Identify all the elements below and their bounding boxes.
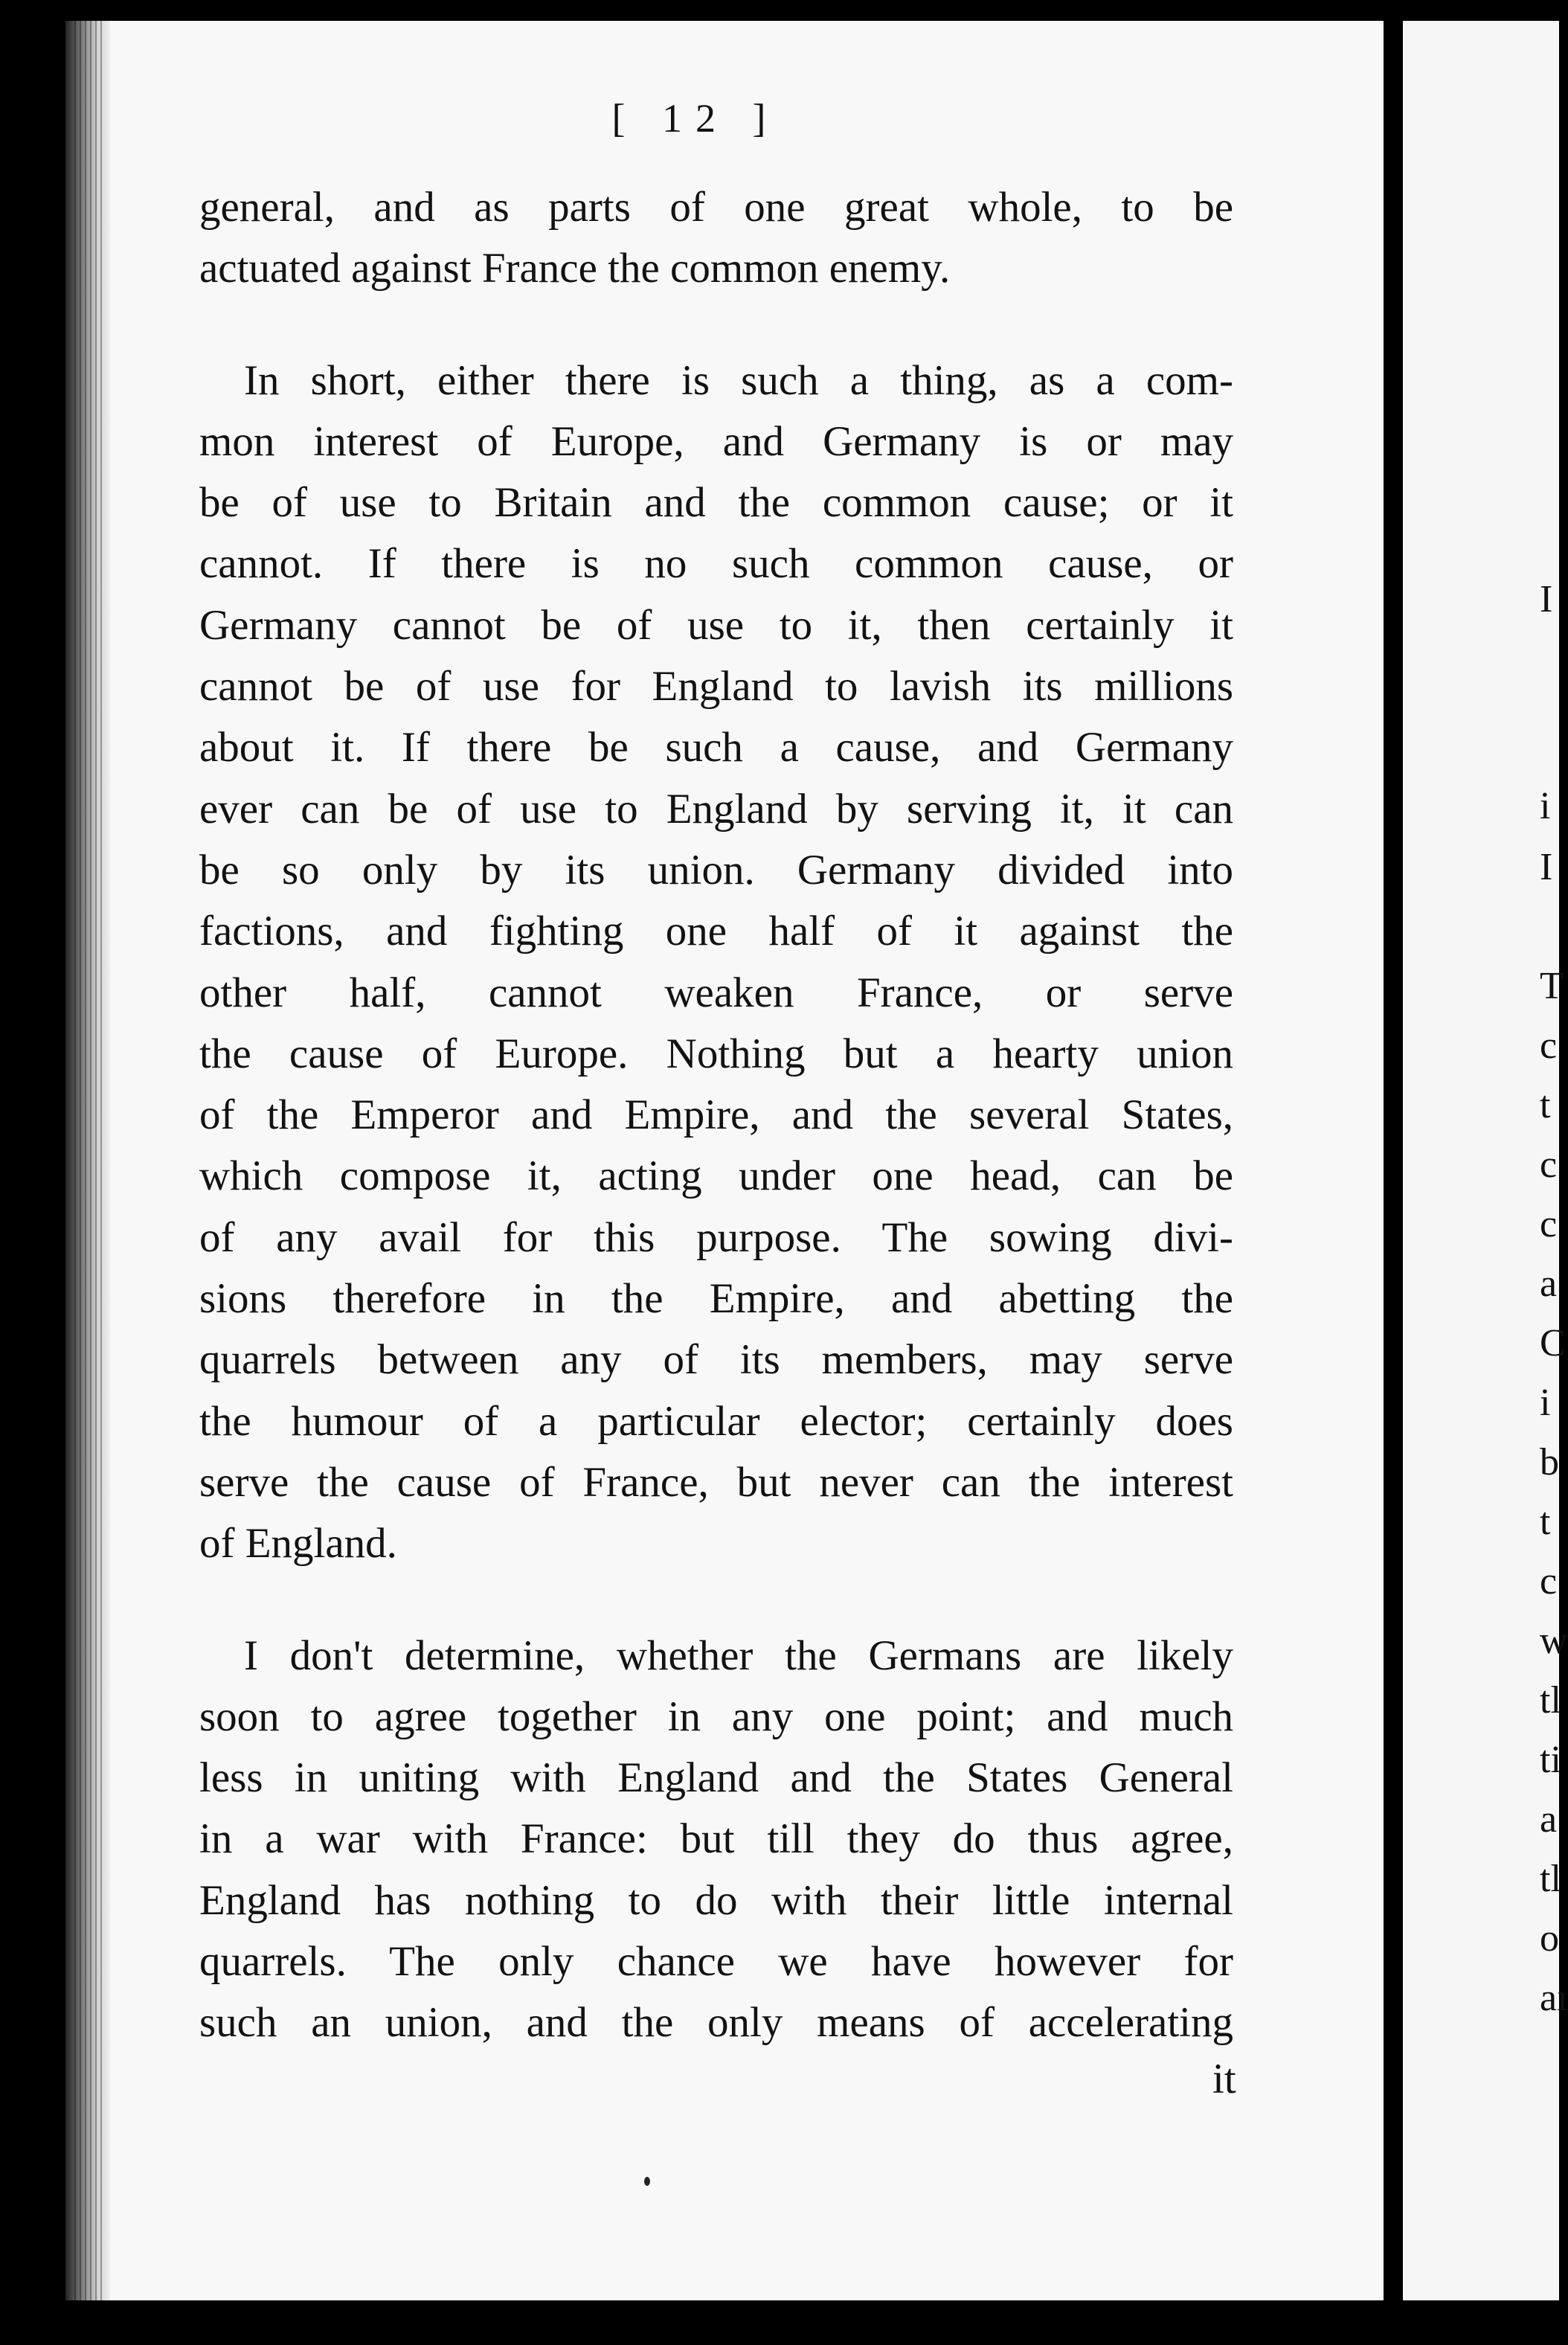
paragraph-gap	[199, 300, 1233, 350]
right-page-letter: i	[1540, 1382, 1551, 1424]
paragraph-1	[199, 177, 1233, 300]
right-page-letter: t	[1540, 1501, 1551, 1543]
text-line: of the Emperor and Empire, and the several States,	[199, 1091, 1233, 1139]
catchword: it	[1212, 2056, 1236, 2102]
right-page-letter: b	[1540, 1441, 1559, 1483]
right-page-letter: c	[1540, 1203, 1558, 1245]
page-number-header: [ 12 ]	[611, 96, 780, 141]
text-line: sions therefore in the Empire, and abetting the	[199, 1275, 1233, 1323]
text-line: of any avail for this purpose. The sowing divi-	[199, 1213, 1233, 1261]
right-page-letter: tl	[1540, 1858, 1561, 1900]
text-line: quarrels. The only chance we have however for	[199, 1938, 1233, 1986]
text-line: serve the cause of France, but never can the interest	[199, 1458, 1233, 1506]
text-line: about it. If there be such a cause, and Germany	[199, 724, 1233, 771]
text-line: less in uniting with England and the States General	[199, 1754, 1233, 1802]
text-line: be so only by its union. Germany divided into	[199, 846, 1233, 894]
text-line: soon to agree together in any one point; and much	[199, 1693, 1233, 1740]
right-page-letter: I	[1540, 578, 1553, 620]
page-divider	[1384, 0, 1403, 2345]
text-line: the humour of a particular elector; certainly does	[199, 1397, 1233, 1445]
text-line: In short, either there is such a thing, as a com-	[244, 356, 1233, 404]
right-page-letter: tl	[1540, 1679, 1561, 1722]
right-page-letter: c	[1540, 1560, 1558, 1603]
right-page-letter: T	[1540, 965, 1564, 1007]
right-page-letter: c	[1540, 1143, 1558, 1186]
text-line: be of use to Britain and the common cause; or it	[199, 479, 1233, 527]
page-edge-lines	[74, 21, 104, 2300]
right-page-letter: a	[1540, 1263, 1558, 1305]
text-line: cannot be of use for England to lavish its millions	[199, 663, 1233, 710]
text-line: I don't determine, whether the Germans are likely	[244, 1632, 1233, 1679]
ink-speck	[644, 2177, 650, 2186]
right-page-edge	[1403, 21, 1559, 2300]
text-line: England has nothing to do with their little internal	[199, 1876, 1233, 1924]
text-line: the cause of Europe. Nothing but a hearty union	[199, 1030, 1233, 1077]
text-line: ever can be of use to England by serving it, it can	[199, 785, 1233, 833]
text-line: mon interest of Europe, and Germany is or may	[199, 417, 1233, 465]
text-line: other half, cannot weaken France, or serve	[199, 969, 1233, 1016]
right-page-letter: aı	[1540, 1977, 1568, 2019]
right-page-letter: w	[1540, 1620, 1568, 1662]
right-page-letter: ti	[1540, 1739, 1561, 1781]
text-line: of England.	[199, 1520, 397, 1568]
right-page-letter: t	[1540, 1084, 1551, 1126]
paragraph-2	[199, 350, 1233, 1575]
right-page-letter: o	[1540, 1917, 1559, 1960]
right-page-letter: I	[1540, 846, 1553, 888]
right-page-letter: a	[1540, 1798, 1558, 1841]
text-line: such an union, and the only means of accelerating	[199, 1999, 1233, 2047]
text-line: which compose it, acting under one head, can be	[199, 1152, 1233, 1200]
text-line: cannot. If there is no such common cause, or	[199, 540, 1233, 588]
text-line: in a war with France: but till they do thus agree,	[199, 1815, 1233, 1863]
text-line: actuated against France the common enemy.	[199, 245, 951, 292]
paragraph-3	[199, 1626, 1233, 2054]
right-page-letter: C	[1540, 1322, 1566, 1364]
text-line: Germany cannot be of use to it, then certainly it	[199, 601, 1233, 649]
text-line: general, and as parts of one great whole, to be	[199, 184, 1233, 231]
body-text	[199, 177, 1233, 2054]
text-line: factions, and fighting one half of it against the	[199, 908, 1233, 955]
right-page-letter: i	[1540, 785, 1551, 827]
text-line: quarrels between any of its members, may serve	[199, 1336, 1233, 1384]
right-page-letter: c	[1540, 1024, 1558, 1067]
paragraph-gap	[199, 1575, 1233, 1626]
